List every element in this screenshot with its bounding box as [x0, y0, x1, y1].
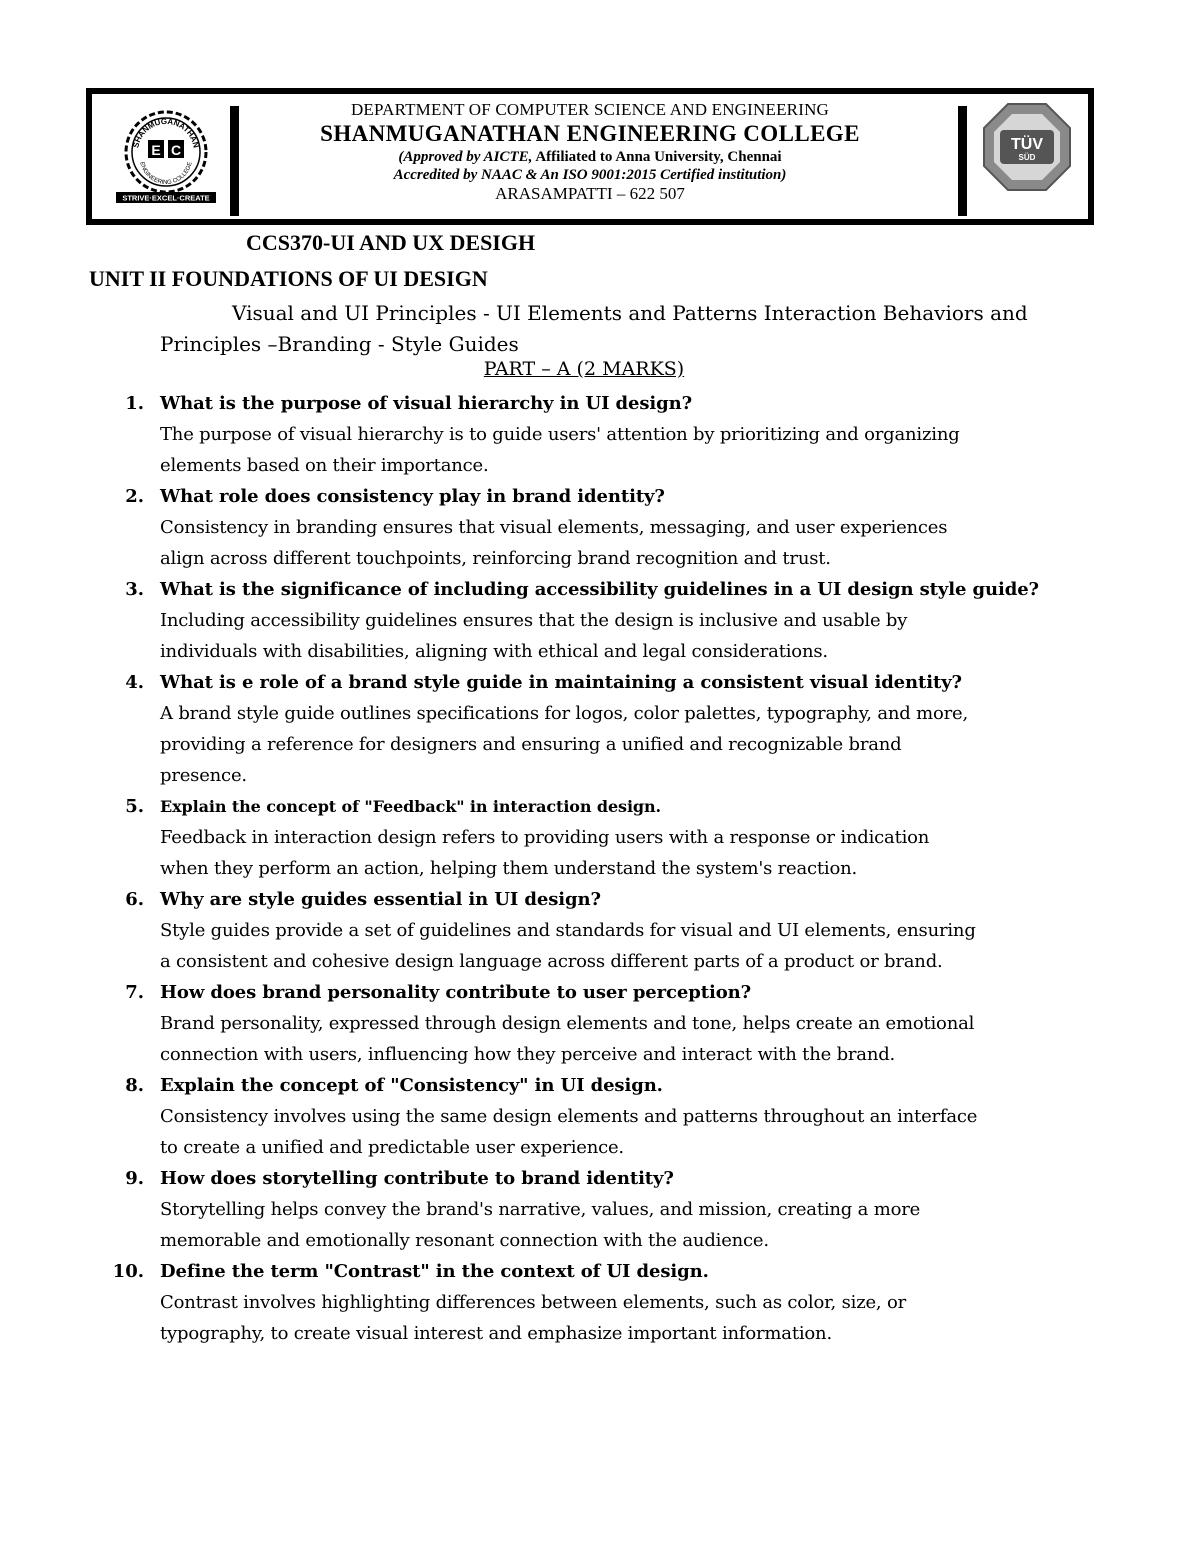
college-logo: [108, 104, 224, 204]
list-item: [0, 1163, 1200, 1256]
question-number: 4.: [125, 672, 144, 693]
answer-text: Feedback in interaction design refers to providing users with a response or indication when they perform an action, helping them understand the system's reaction.: [160, 827, 930, 879]
course-title: CCS370-UI AND UX DESIGH: [246, 230, 536, 255]
list-item: [0, 574, 1200, 667]
question-text: What is the purpose of visual hierarchy in UI design?: [160, 393, 693, 414]
svg-text:ENGINEERING COLLEGE: ENGINEERING COLLEGE: [138, 161, 194, 187]
header-text: [242, 100, 938, 204]
answer-text: Contrast involves highlighting differences between elements, such as color, size, or typography, to create visual interest and emphasize important information.: [160, 1292, 907, 1344]
question-number: 2.: [125, 486, 144, 507]
list-item: [0, 667, 1200, 791]
svg-text:TÜV: TÜV: [1011, 136, 1043, 153]
right-divider: [958, 106, 967, 216]
question-number: 5.: [125, 796, 144, 817]
question-text: How does storytelling contribute to brand identity?: [160, 1168, 674, 1189]
answer-text: The purpose of visual hierarchy is to guide users' attention by prioritizing and organizing elements based on their importance.: [160, 424, 960, 476]
question-text: What is e role of a brand style guide in maintaining a consistent visual identity?: [160, 672, 962, 693]
question-text: Why are style guides essential in UI design?: [160, 889, 601, 910]
answer-text: Including accessibility guidelines ensures that the design is inclusive and usable by individuals with disabilities, aligning with ethical and legal considerations.: [160, 610, 908, 662]
unit-topics: Visual and UI Principles - UI Elements and Patterns Interaction Behaviors and Principles –Branding - Style Guides: [160, 301, 1028, 356]
college-location: ARASAMPATTI – 622 507: [495, 183, 685, 203]
question-number: 1.: [125, 393, 144, 414]
svg-text:C: C: [170, 142, 182, 158]
question-text: Define the term "Contrast" in the context of UI design.: [160, 1261, 709, 1282]
list-item: [0, 1070, 1200, 1163]
accreditation-line: Accredited by NAAC & An ISO 9001:2015 Certified institution): [393, 166, 787, 183]
question-number: 8.: [125, 1075, 144, 1096]
question-number: 3.: [125, 579, 144, 600]
question-text: What is the significance of including accessibility guidelines in a UI design style guide?: [160, 579, 1040, 600]
part-heading: PART – A (2 MARKS): [483, 358, 685, 380]
question-list: [0, 388, 1200, 1349]
svg-text:SHANMUGANATHAN: SHANMUGANATHAN: [131, 116, 201, 149]
question-number: 9.: [125, 1168, 144, 1189]
answer-text: Brand personality, expressed through design elements and tone, helps create an emotional connection with users, influencing how they perceive and interact with the brand.: [160, 1013, 975, 1065]
list-item: [0, 1256, 1200, 1349]
question-text: What role does consistency play in brand identity?: [160, 486, 665, 507]
answer-text: A brand style guide outlines specifications for logos, color palettes, typography, and more, providing a reference for designers and ensuring a unified and recognizable brand presence.: [160, 703, 968, 786]
list-item: [0, 388, 1200, 481]
college-header: [86, 88, 1094, 225]
question-number: 10.: [112, 1261, 144, 1282]
question-number: 7.: [125, 982, 144, 1003]
question-text: Explain the concept of "Feedback" in interaction design.: [160, 797, 662, 816]
question-number: 6.: [125, 889, 144, 910]
department-name: DEPARTMENT OF COMPUTER SCIENCE AND ENGINEERING: [350, 100, 830, 119]
svg-text:E: E: [151, 142, 161, 158]
answer-text: Consistency involves using the same design elements and patterns throughout an interface to create a unified and predictable user experience.: [160, 1106, 978, 1158]
unit-title: UNIT II FOUNDATIONS OF UI DESIGN: [89, 266, 488, 291]
list-item: [0, 791, 1200, 884]
approval-line: (Approved by AICTE, Affiliated to Anna University, Chennai: [398, 148, 782, 165]
question-text: Explain the concept of "Consistency" in UI design.: [160, 1075, 663, 1096]
left-divider: [230, 106, 239, 216]
svg-text:SÜD: SÜD: [1018, 153, 1036, 162]
list-item: [0, 884, 1200, 977]
answer-text: Storytelling helps convey the brand's narrative, values, and mission, creating a more memorable and emotionally resonant connection with the audience.: [160, 1199, 921, 1251]
svg-text:STRIVE·EXCEL·CREATE: STRIVE·EXCEL·CREATE: [122, 193, 210, 203]
list-item: [0, 481, 1200, 574]
college-name: SHANMUGANATHAN ENGINEERING COLLEGE: [320, 121, 860, 147]
answer-text: Consistency in branding ensures that visual elements, messaging, and user experiences align across different touchpoints, reinforcing brand recognition and trust.: [160, 517, 948, 569]
answer-text: Style guides provide a set of guidelines and standards for visual and UI elements, ensuring a consistent and cohesive design language across different parts of a product or brand.: [160, 920, 976, 972]
list-item: [0, 977, 1200, 1070]
tuv-sud-logo: [982, 102, 1072, 192]
question-text: How does brand personality contribute to user perception?: [160, 982, 752, 1003]
